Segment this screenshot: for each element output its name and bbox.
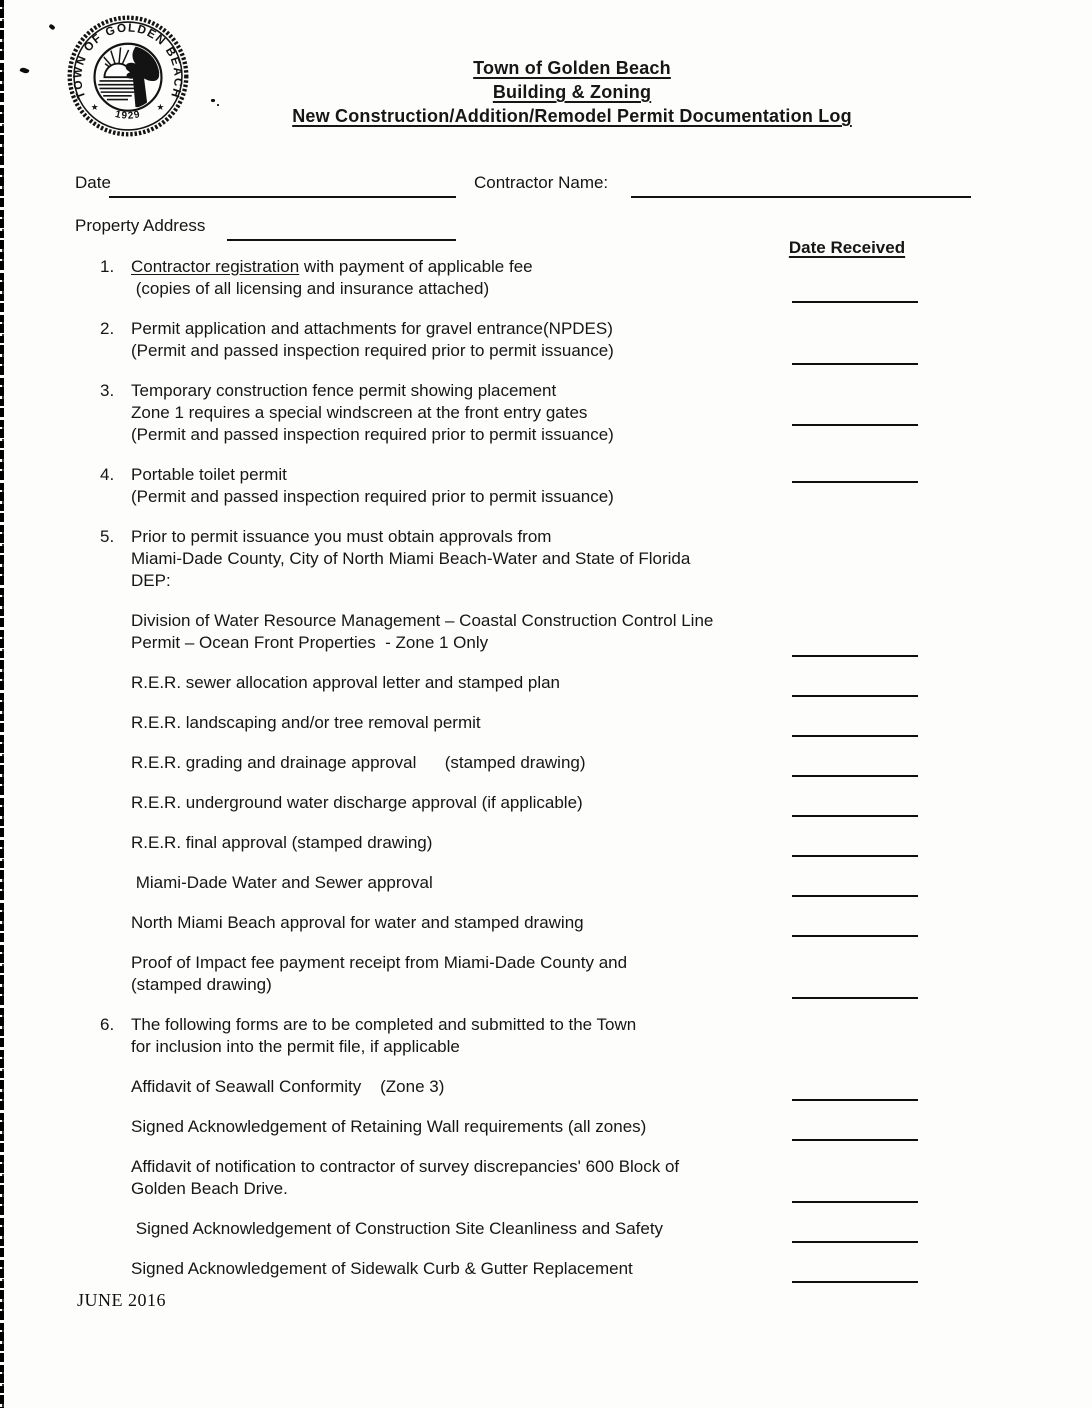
date-received-line-9[interactable] <box>792 815 918 817</box>
item-number <box>100 1156 131 1200</box>
item-text: R.E.R. final approval (stamped drawing) <box>131 833 433 852</box>
checklist-subitem-17 <box>0 1156 1092 1200</box>
item-number <box>100 610 131 654</box>
checklist-subitem-6 <box>0 672 1092 694</box>
item-text: North Miami Beach approval for water and stamped drawing <box>131 913 584 932</box>
item-text: Division of Water Resource Management – Coastal Construction Control Line Permit – Ocean Front Properties - Zone 1 Only <box>131 611 714 652</box>
item-text: R.E.R. grading and drainage approval (stamped drawing) <box>131 753 586 772</box>
date-received-column <box>790 872 920 894</box>
item-number: 1. <box>100 257 115 276</box>
underlined-phrase: Contractor registration <box>131 257 300 276</box>
date-received-line-12[interactable] <box>792 935 918 937</box>
item-text: R.E.R. sewer allocation approval letter and stamped plan <box>131 673 561 692</box>
checklist-item-3 <box>0 380 1092 446</box>
checklist-item-4 <box>0 464 1092 508</box>
item-number <box>100 952 131 996</box>
form-title-block <box>0 56 1092 128</box>
item-number: 6. <box>100 1015 115 1034</box>
date-received-line-19[interactable] <box>792 1281 918 1283</box>
item-text: Signed Acknowledgement of Construction Site Cleanliness and Safety <box>131 1219 664 1238</box>
date-received-column <box>790 752 920 774</box>
date-received-line-18[interactable] <box>792 1241 918 1243</box>
checklist-subitem-15 <box>0 1076 1092 1098</box>
date-received-column <box>790 952 920 996</box>
item-number <box>100 712 131 734</box>
item-number <box>100 1076 131 1098</box>
item-number <box>100 1218 131 1240</box>
date-received-column <box>790 712 920 734</box>
item-text: The following forms are to be completed and submitted to the Town for inclusion into the permit file, if applicable <box>131 1015 637 1056</box>
item-number: 4. <box>100 465 115 484</box>
item-text: Miami-Dade Water and Sewer approval <box>131 873 433 892</box>
date-received-line-10[interactable] <box>792 855 918 857</box>
seal-star-left-icon: ★ <box>90 102 99 113</box>
item-text: Portable toilet permit (Permit and passed inspection required prior to permit issuance) <box>131 465 614 506</box>
date-received-line-8[interactable] <box>792 775 918 777</box>
item-text: Prior to permit issuance you must obtain approvals from Miami-Dade County, City of North Miami Beach-Water and State of Florida DEP: <box>131 527 691 590</box>
checklist-subitem-16 <box>0 1116 1092 1138</box>
item-number <box>100 792 131 814</box>
date-received-line-16[interactable] <box>792 1139 918 1141</box>
item-text: Signed Acknowledgement of Retaining Wall requirements (all zones) <box>131 1117 647 1136</box>
item-number <box>100 832 131 854</box>
checklist-subitem-11 <box>0 872 1092 894</box>
checklist-subitem-12 <box>0 912 1092 934</box>
checklist-item-2 <box>0 318 1092 362</box>
item-text: Proof of Impact fee payment receipt from Miami-Dade County and (stamped drawing) <box>131 953 628 994</box>
date-received-column <box>790 380 920 446</box>
date-received-line-6[interactable] <box>792 695 918 697</box>
checklist-item-5 <box>0 526 1092 592</box>
property-address-label: Property Address <box>75 216 206 235</box>
seal-ring-text: TOWN OF GOLDEN BEACH <box>71 21 185 101</box>
item-text: Temporary construction fence permit showing placement Zone 1 requires a special windscreen at the front entry gates (Permit and passed inspection required prior to permit issuance) <box>131 381 614 444</box>
date-received-line-5[interactable] <box>792 655 918 657</box>
date-received-column <box>790 610 920 654</box>
seal-star-right-icon: ★ <box>156 102 165 113</box>
date-received-column <box>790 1156 920 1200</box>
item-text: R.E.R. landscaping and/or tree removal permit <box>131 713 481 732</box>
checklist-subitem-7 <box>0 712 1092 734</box>
checklist-subitem-5 <box>0 610 1092 654</box>
date-received-column <box>790 792 920 814</box>
date-received-line-3[interactable] <box>792 481 918 483</box>
date-field-label: Date <box>75 173 111 192</box>
date-received-line-17[interactable] <box>792 1201 918 1203</box>
checklist-subitem-19 <box>0 1258 1092 1280</box>
seal-year: 1929 <box>113 108 143 122</box>
date-received-column <box>790 912 920 934</box>
title-line-1: Town of Golden Beach <box>473 58 671 78</box>
item-number <box>100 1116 131 1138</box>
item-number <box>100 672 131 694</box>
checklist-item-1 <box>0 256 1092 300</box>
item-text: R.E.R. underground water discharge approval (if applicable) <box>131 793 583 812</box>
footer-date: JUNE 2016 <box>77 1290 166 1310</box>
checklist <box>0 256 1092 1280</box>
checklist-subitem-13 <box>0 952 1092 996</box>
date-received-line-13[interactable] <box>792 997 918 999</box>
date-received-line-15[interactable] <box>792 1099 918 1101</box>
date-received-column <box>790 1116 920 1138</box>
item-number <box>100 872 131 894</box>
date-received-line-7[interactable] <box>792 735 918 737</box>
title-line-3: New Construction/Addition/Remodel Permit Documentation Log <box>292 106 852 126</box>
text-segment: with payment of applicable fee <box>299 257 533 276</box>
scan-speck <box>48 24 55 31</box>
item-number <box>100 912 131 934</box>
title-line-2: Building & Zoning <box>492 82 652 102</box>
date-received-column <box>790 1218 920 1240</box>
checklist-subitem-10 <box>0 832 1092 854</box>
date-received-line-11[interactable] <box>792 895 918 897</box>
checklist-subitem-18 <box>0 1218 1092 1240</box>
contractor-name-label: Contractor Name: <box>474 173 609 192</box>
item-number <box>100 752 131 774</box>
contractor-name-line[interactable] <box>631 196 971 198</box>
item-text: Permit application and attachments for gravel entrance(NPDES) (Permit and passed inspection required prior to permit issuance) <box>131 319 614 360</box>
item-number: 3. <box>100 381 115 400</box>
date-received-column <box>790 1076 920 1098</box>
checklist-item-6 <box>0 1014 1092 1058</box>
date-received-line-0[interactable] <box>792 301 918 303</box>
date-received-column <box>790 832 920 854</box>
date-received-column <box>790 256 920 300</box>
checklist-subitem-9 <box>0 792 1092 814</box>
item-text: Affidavit of Seawall Conformity (Zone 3) <box>131 1077 445 1096</box>
item-number <box>100 1258 131 1280</box>
date-received-column <box>790 526 920 592</box>
item-text: Signed Acknowledgement of Sidewalk Curb & Gutter Replacement <box>131 1259 633 1278</box>
date-received-line-2[interactable] <box>792 424 918 426</box>
checklist-subitem-8 <box>0 752 1092 774</box>
date-received-column <box>790 464 920 508</box>
item-number: 2. <box>100 319 115 338</box>
date-received-column <box>790 672 920 694</box>
date-received-column <box>790 318 920 362</box>
property-address-line[interactable] <box>227 239 456 241</box>
item-text: Contractor registration with payment of applicable fee (copies of all licensing and insurance attached) <box>131 257 533 298</box>
item-number: 5. <box>100 527 115 546</box>
date-field-line[interactable] <box>109 196 456 198</box>
date-received-line-1[interactable] <box>792 363 918 365</box>
date-received-column <box>790 1258 920 1280</box>
item-text: Affidavit of notification to contractor of survey discrepancies' 600 Block of Golden Beach Drive. <box>131 1157 680 1198</box>
date-received-column <box>790 1014 920 1058</box>
date-received-header: Date Received <box>788 238 906 257</box>
